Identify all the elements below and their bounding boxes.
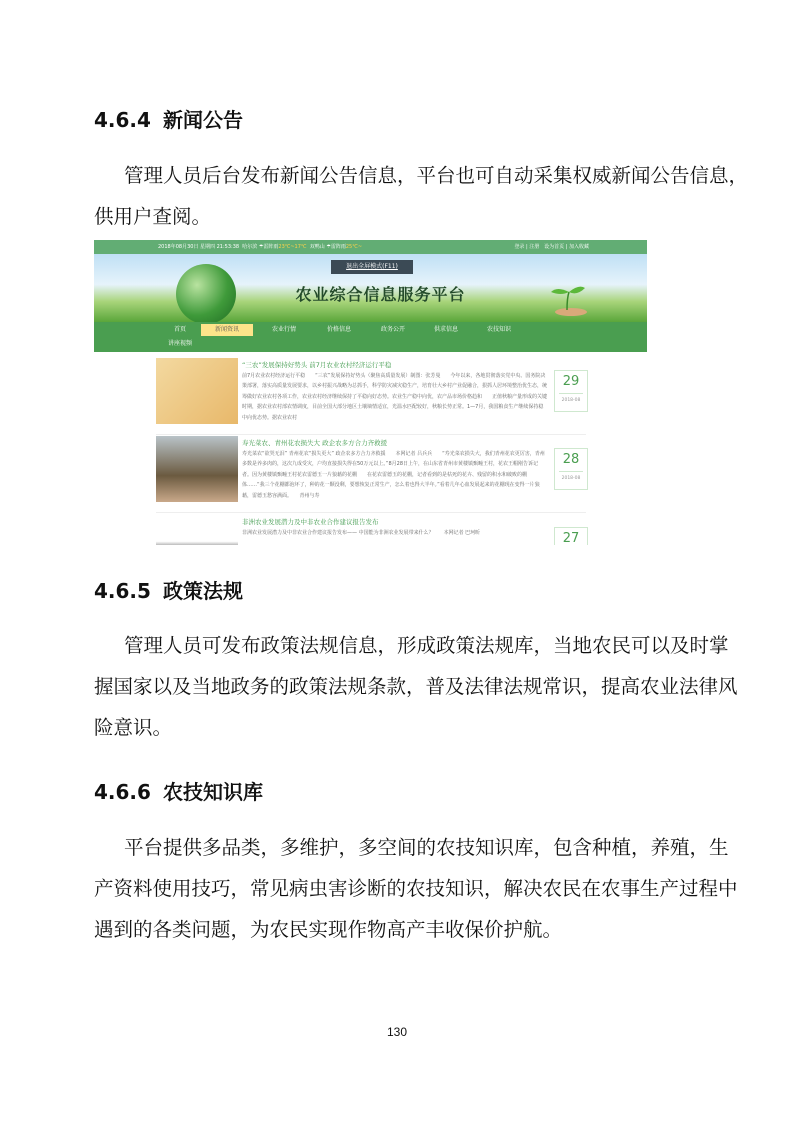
nav-videos[interactable]: 讲座视频 bbox=[167, 340, 192, 347]
news-image bbox=[156, 358, 238, 424]
news-summary: 非洲农业发展潜力及中非农业合作建议报告发布—— 中国能为非洲农业发展带来什么？ 本网记者 巴珂昕 bbox=[242, 530, 481, 536]
news-summary: 寿光菜农“欲哭无泪” 青州花农“损失更大” 政企农多方合力齐救援 本网记者 吕兵兵 “寿光菜农损失大，我们青州花农更厉害，青州多数是养多肉的，这次九成受灾，户均直接损失得在50万元以上。”8月28日上午，在山东省青州市黄楼镇甄疃王村，花农王帽刚告诉记者。因为黄楼镇甄疃王村花农雷德玉一片狼藉的花棚 在花农雷德玉的花棚，记者看到的是枯死的花卉、残留的积水和破败的棚体……“我三个花棚都泡坏了，种的花一颗没剩，要想恢复正常生产，怎么着也得大半年。”看着几年心血发展起来的花棚现在变得一片狼藉，雷德玉愁容满面。 青州与寿 bbox=[242, 451, 545, 499]
nav-government[interactable]: 政务公开 bbox=[380, 326, 405, 333]
platform-screenshot bbox=[94, 240, 647, 545]
divider bbox=[156, 434, 586, 435]
site-title: 农业综合信息服务平台 bbox=[295, 285, 466, 304]
news-title[interactable]: 寿光菜农、青州花农损失大 政企农多方合力齐救援 bbox=[242, 439, 388, 447]
banner bbox=[94, 254, 647, 322]
paragraph-knowledge: 平台提供多品类，多维护，多空间的农技知识库，包含种植，养殖，生 产资料使用技巧，常见病虫害诊断的农技知识，解决农民在农事生产过程中 遇到的各类问题，为农民实现作物高产丰收保价护航。 bbox=[94, 836, 738, 941]
nav-knowledge[interactable]: 农技知识 bbox=[486, 326, 511, 333]
nav-news[interactable]: 新闻资讯 bbox=[201, 324, 253, 336]
section-heading-knowledge: 4.6.6 农技知识库 bbox=[94, 780, 263, 804]
main-nav bbox=[94, 322, 647, 352]
nav-market[interactable]: 农业行情 bbox=[271, 326, 296, 333]
exit-fullscreen-button[interactable]: 退出全屏模式(F11) bbox=[331, 260, 413, 274]
page-number: 130 bbox=[386, 1025, 408, 1039]
section-heading-policy: 4.6.5 政策法规 bbox=[94, 579, 243, 603]
nav-price[interactable]: 价格信息 bbox=[326, 326, 351, 333]
nav-supply[interactable]: 供求信息 bbox=[433, 326, 458, 333]
register-link[interactable]: 注册 bbox=[529, 244, 540, 250]
news-image bbox=[156, 515, 238, 545]
news-title[interactable]: “三农”发展保持好势头 前7月农业农村经济运行平稳 bbox=[242, 361, 392, 369]
paragraph-news: 管理人员后台发布新闻公告信息，平台也可自动采集权威新闻公告信息， 供用户查阅。 bbox=[94, 164, 749, 228]
set-home-link[interactable]: 设为首页 bbox=[544, 244, 565, 250]
section-heading-news: 4.6.4 新闻公告 bbox=[94, 108, 243, 132]
news-title[interactable]: 非洲农业发展潜力及中非农业合作建议报告发布 bbox=[242, 518, 379, 526]
news-image bbox=[156, 436, 238, 502]
news-summary: 前7月农业农村经济运行平稳 “三农”发展保持好势头（聚焦高质量发展）制图：张芳曼 今年以来，各地贯彻落实党中央、国务院决策部署，落实高质量发展要求，以乡村振兴战略为总抓手，科学防灾减灾稳生产，培育壮大乡村产业促融合，狠抓人居环境整治优生态，统筹做好农业农村各项工作，农业农村经济继续保持了平稳向好态势。农业生产稳中向优，农产品市场价格趋和 正值秋粮产量形成的关键时期，据农业农村部农情调度，目前全国大部分地区土壤墒情适宜，光温水匹配较好，秋粮长势正常。1—7月，我国粮食生产继续保持稳中向优态势。据农业农村 bbox=[242, 373, 547, 421]
news-date: 29 2018-08 bbox=[554, 370, 588, 412]
news-date: 27 bbox=[554, 527, 588, 545]
add-favorite-link[interactable]: 加入收藏 bbox=[568, 244, 589, 250]
login-link[interactable]: 登录 bbox=[514, 244, 525, 250]
top-bar: 2018年08月30日 星期四 21:53:38 哈尔滨 ☂雷阵雨23℃~17℃ 双鸭山 ☂雷阵雨25℃~ 登录 | 注册 设为首页 | 加入收藏 bbox=[94, 240, 647, 254]
paragraph-policy: 管理人员可发布政策法规信息，形成政策法规库，当地农民可以及时掌 握国家以及当地政务的政策法规条款，普及法律法规常识，提高农业法律风 险意识。 bbox=[94, 634, 738, 739]
nav-home[interactable]: 首页 bbox=[173, 326, 186, 333]
divider bbox=[156, 512, 586, 513]
sprout-icon bbox=[547, 280, 587, 316]
news-date: 28 2018-08 bbox=[554, 448, 588, 490]
